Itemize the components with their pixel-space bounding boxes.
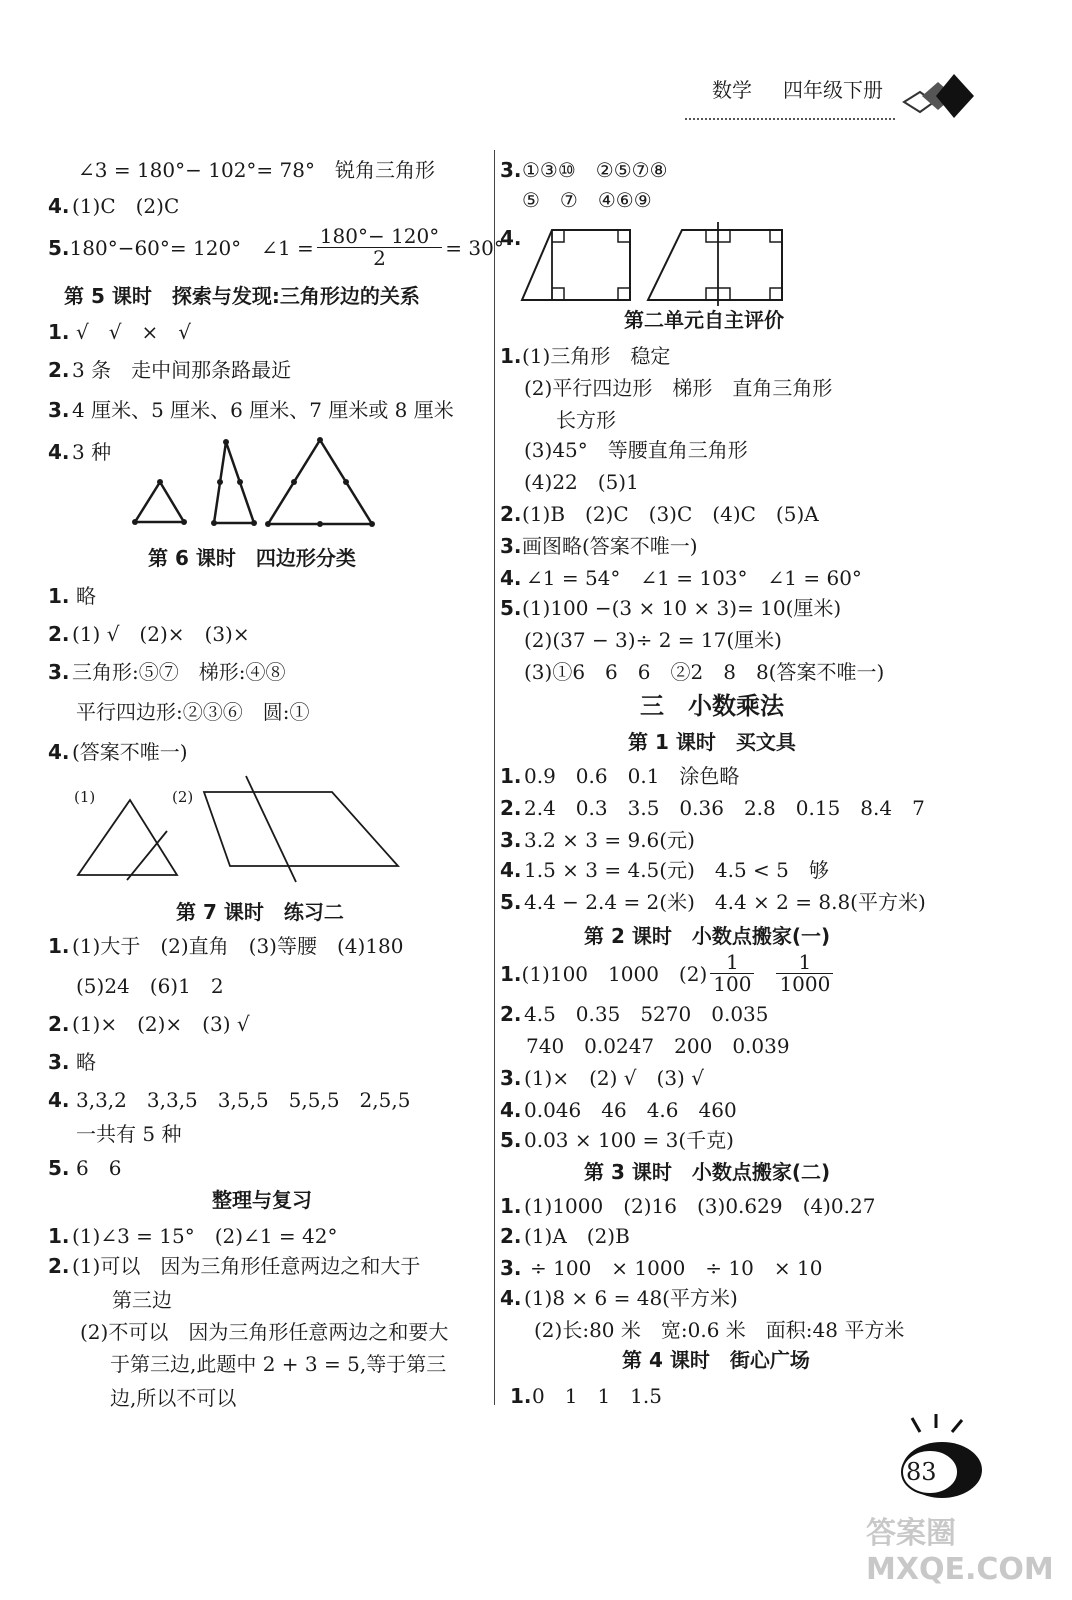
answer-line: (2)不可以 因为三角形任意两边之和要大 [80, 1320, 449, 1344]
height-drawing-figure [518, 220, 808, 306]
answer-line: 0 1 1 1.5 [532, 1384, 662, 1408]
chapter-heading: 三 小数乘法 [640, 692, 784, 720]
item-number: 2. [500, 502, 522, 526]
item-number: 4. [48, 440, 70, 464]
item-number: 1. [48, 584, 70, 608]
answer-line: (1)∠3 = 15° (2)∠1 = 42° [72, 1224, 338, 1248]
answer-line: (1)大于 (2)直角 (3)等腰 (4)180 [72, 934, 404, 958]
item-number: 3. [500, 1066, 522, 1090]
section-heading: 第二单元自主评价 [624, 308, 784, 332]
answer-line: 画图略(答案不唯一) [522, 534, 698, 558]
answer-text: 180°−60°= 120° ∠1 = [69, 235, 314, 260]
item-number: 3. [48, 1050, 70, 1074]
answer-line: 三角形:⑤⑦ 梯形:④⑧ [72, 660, 286, 684]
section-heading: 第 6 课时 四边形分类 [148, 546, 356, 570]
answer-line: 3,3,2 3,3,5 3,5,5 5,5,5 2,5,5 [76, 1088, 411, 1112]
answer-line: ①③⑩ ②⑤⑦⑧ [522, 158, 668, 182]
answer-line: (1)可以 因为三角形任意两边之和大于 [72, 1254, 421, 1278]
answer-line: (1)C (2)C [72, 194, 180, 218]
answer-line: 一共有 5 种 [76, 1122, 182, 1146]
item-number: 5. [500, 596, 522, 620]
item-number: 4. [500, 858, 522, 882]
answer-line: (2)长:80 米 宽:0.6 米 面积:48 平方米 [534, 1318, 905, 1342]
item-number: 4. [48, 740, 70, 764]
answer-line: (1)× (2)× (3) √ [72, 1012, 250, 1036]
answer-text: (1)100 1000 (2) [521, 961, 708, 986]
figure-label: (1) [74, 788, 96, 806]
answer-line: 4.4 − 2.4 = 2(米) 4.4 × 2 = 8.8(平方米) [524, 890, 926, 914]
header-rule [685, 118, 895, 120]
triangles-figure [126, 432, 386, 532]
column-divider [494, 150, 495, 1405]
section-heading: 第 1 课时 买文具 [628, 730, 796, 754]
item-number: 5. [48, 1156, 70, 1180]
answer-line: 4.5 0.35 5270 0.035 [524, 1002, 769, 1026]
answer-text: = 30° [445, 235, 504, 260]
answer-line: 略 [76, 584, 96, 608]
fraction-numerator: 180°− 120° [317, 226, 442, 248]
answer-line: (1)8 × 6 = 48(平方米) [524, 1286, 738, 1310]
item-number: 4. [500, 226, 522, 250]
item-number: 3. [48, 398, 70, 422]
answer-line: ⑤ ⑦ ④⑥⑨ [522, 188, 652, 212]
answer-line: (1)1000 (2)16 (3)0.629 (4)0.27 [524, 1194, 876, 1218]
answer-line: ∠3 = 180°− 102°= 78° 锐角三角形 [78, 158, 435, 182]
item-number: 4. [500, 1098, 522, 1122]
item-number: 1. [500, 1194, 522, 1218]
item-number: 4. [48, 1088, 70, 1112]
item-number: 1. [48, 934, 70, 958]
item-number: 1. [510, 1384, 532, 1408]
answer-line: (答案不唯一) [72, 740, 188, 764]
item-number: 4. [48, 194, 70, 218]
header-subject: 数学 [712, 78, 752, 102]
section-heading: 第 2 课时 小数点搬家(一) [584, 924, 831, 948]
answer-line: 0.03 × 100 = 3(千克) [524, 1128, 734, 1152]
item-number: 2. [48, 358, 70, 382]
answer-line: √ √ × √ [76, 320, 191, 344]
answer-line: (3)45° 等腰直角三角形 [524, 438, 748, 462]
page-number: 83 [906, 1458, 937, 1486]
item-number: 5. [500, 1128, 522, 1152]
answer-line: (5)24 (6)1 2 [76, 974, 224, 998]
item-number: 2. [48, 1254, 70, 1278]
item-number: 1. [500, 764, 522, 788]
answer-line: (2)平行四边形 梯形 直角三角形 [524, 376, 833, 400]
answer-line: (3)①6 6 6 ②2 8 8(答案不唯一) [524, 660, 885, 684]
item-number: 5. [48, 235, 70, 260]
answer-line: 0.9 0.6 0.1 涂色略 [524, 764, 740, 788]
answer-line: 4 厘米、5 厘米、6 厘米、7 厘米或 8 厘米 [72, 398, 454, 422]
item-number: 5. [500, 890, 522, 914]
fraction [776, 952, 833, 995]
answer-line: 6 6 [76, 1156, 122, 1180]
item-number: 3. [500, 828, 522, 852]
answer-line: (1)A (2)B [524, 1224, 630, 1248]
item-number: 1. [48, 1224, 70, 1248]
item-number: 4. [500, 1286, 522, 1310]
item-number: 2. [500, 1002, 522, 1026]
answer-line: 0.046 46 4.6 460 [524, 1098, 737, 1122]
section-heading: 第 7 课时 练习二 [176, 900, 344, 924]
item-number: 3. [500, 1256, 522, 1280]
item-number: 1. [48, 320, 70, 344]
section-heading: 第 5 课时 探索与发现:三角形边的关系 [64, 284, 420, 308]
section-heading: 第 4 课时 街心广场 [622, 1348, 810, 1372]
answer-line: (1) √ (2)× (3)× [72, 622, 250, 646]
item-number: 3. [48, 660, 70, 684]
header-grade: 四年级下册 [783, 78, 883, 102]
answer-line: (1)三角形 稳定 [522, 344, 671, 368]
fraction-numerator: 1 [710, 952, 754, 974]
item-number: 2. [48, 1012, 70, 1036]
item-number: 4. [500, 566, 522, 590]
answer-line: 3 种 [72, 440, 112, 464]
answer-line: (2)(37 − 3)÷ 2 = 17(厘米) [524, 628, 782, 652]
answer-line: 2.4 0.3 3.5 0.36 2.8 0.15 8.4 7 [524, 796, 925, 820]
answer-line-fraction [48, 226, 504, 269]
page-badge-icon [890, 1414, 990, 1504]
fraction-numerator: 1 [776, 952, 833, 974]
answer-line: 3.2 × 3 = 9.6(元) [524, 828, 695, 852]
answer-line: ∠1 = 54° ∠1 = 103° ∠1 = 60° [526, 566, 862, 590]
answer-line: 略 [76, 1050, 96, 1074]
fraction-denominator: 2 [373, 246, 386, 270]
item-number: 2. [500, 796, 522, 820]
fraction [710, 952, 754, 995]
item-number: 3. [500, 158, 522, 182]
item-number: 1. [500, 961, 522, 986]
answer-line: 平行四边形:②③⑥ 圆:① [76, 700, 310, 724]
diamond-icon [898, 72, 978, 122]
quadrilateral-figure [70, 772, 410, 884]
answer-line: 第三边 [112, 1288, 172, 1312]
answer-line: 长方形 [556, 408, 616, 432]
figure-label: (2) [172, 788, 194, 806]
answer-line: 740 0.0247 200 0.039 [526, 1034, 790, 1058]
item-number: 1. [500, 344, 522, 368]
answer-line: (4)22 (5)1 [524, 470, 639, 494]
watermark: 答案圈 MXQE.COM [866, 1516, 1054, 1587]
answer-line: 3 条 走中间那条路最近 [72, 358, 292, 382]
answer-line: 1.5 × 3 = 4.5(元) 4.5 < 5 够 [524, 858, 829, 882]
answer-line: (1)× (2) √ (3) √ [524, 1066, 704, 1090]
fraction-denominator: 100 [713, 972, 752, 996]
fraction [317, 226, 442, 269]
section-heading: 第 3 课时 小数点搬家(二) [584, 1160, 831, 1184]
item-number: 2. [500, 1224, 522, 1248]
fraction-denominator: 1000 [779, 972, 831, 996]
answer-line: (1)100 −(3 × 10 × 3)= 10(厘米) [522, 596, 842, 620]
section-heading: 整理与复习 [212, 1188, 312, 1212]
answer-line-fraction [500, 952, 836, 995]
item-number: 3. [500, 534, 522, 558]
answer-line: 边,所以不可以 [110, 1386, 237, 1410]
answer-line: (1)B (2)C (3)C (4)C (5)A [522, 502, 819, 526]
item-number: 2. [48, 622, 70, 646]
answer-line: 于第三边,此题中 2 + 3 = 5,等于第三 [110, 1352, 447, 1376]
answer-line: ÷ 100 × 1000 ÷ 10 × 10 [530, 1256, 823, 1280]
